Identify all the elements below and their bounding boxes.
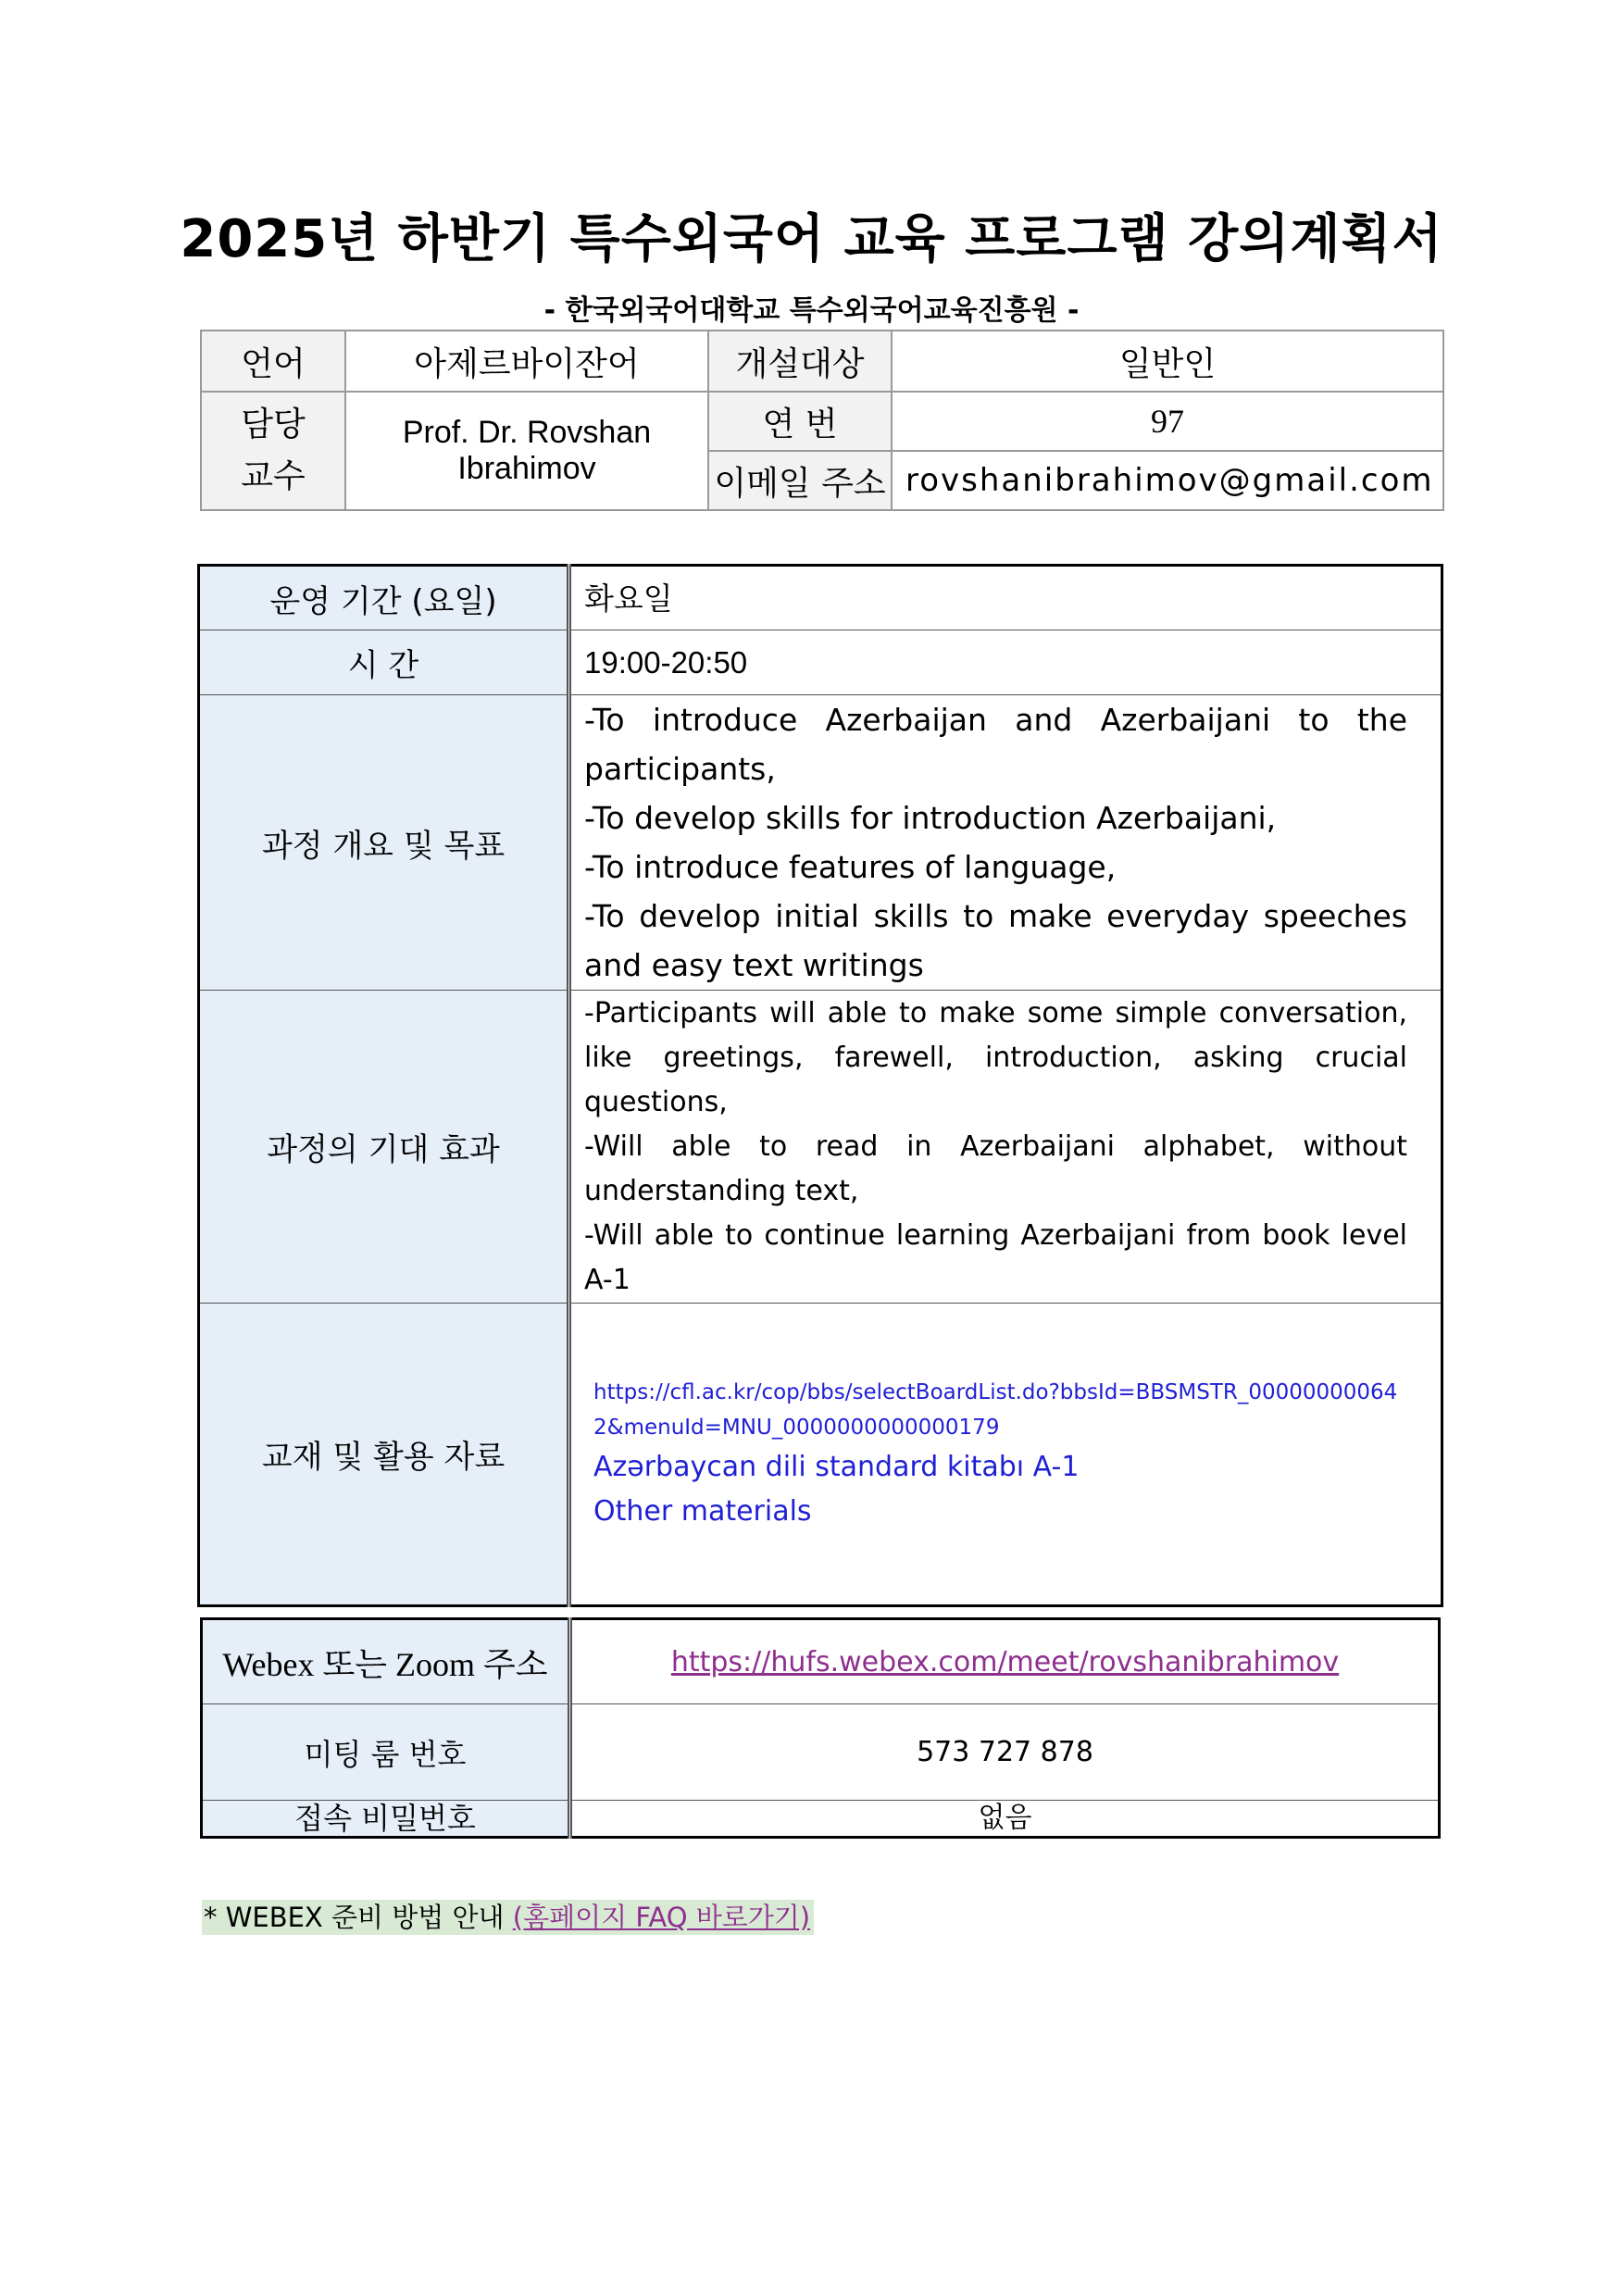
overview-line: -To develop skills for introduction Azerbaijani, (584, 800, 1277, 836)
period-label: 운영 기간 (요일) (199, 566, 569, 630)
password-value: 없음 (570, 1801, 1440, 1838)
info-table (200, 330, 1444, 511)
professor-label-line-1: 담당 (241, 406, 306, 443)
overview-line: -To introduce Azerbaijan and Azerbaijani to the participants, (584, 702, 1407, 787)
meeting-table (200, 1617, 1441, 1839)
effect-label: 과정의 기대 효과 (199, 991, 569, 1304)
webex-note-text: * WEBEX 준비 방법 안내 (204, 1902, 505, 1933)
language-value: 아제르바이잔어 (345, 331, 708, 392)
page-title: 2025년 하반기 특수외국어 교육 프로그램 강의계획서 (180, 209, 1443, 269)
number-label: 연 번 (708, 392, 892, 451)
professor-value: Prof. Dr. Rovshan Ibrahimov (345, 392, 708, 510)
effect-line: -Will able to continue learning Azerbaijani from book level A-1 (584, 1218, 1407, 1296)
overview-line: -To develop initial skills to make everyday speeches and easy text writings (584, 898, 1407, 983)
materials-other: Other materials (593, 1494, 812, 1528)
number-value: 97 (892, 392, 1443, 451)
webex-note (202, 1897, 814, 1935)
overview-value (569, 695, 1442, 991)
time-label: 시 간 (199, 630, 569, 695)
meeting-room-label: 미팅 룸 번호 (202, 1704, 570, 1801)
materials-url-link[interactable]: https://cfl.ac.kr/cop/bbs/selectBoardList.do?bbsId=BBSMSTR_000000000642&menuId=MNU_0000000000000179 (593, 1379, 1398, 1440)
period-value: 화요일 (569, 566, 1442, 630)
email-value: rovshanibrahimov@gmail.com (892, 451, 1443, 510)
materials-book: Azərbaycan dili standard kitabı A-1 (593, 1450, 1080, 1483)
professor-label (201, 392, 345, 510)
audience-label: 개설대상 (708, 331, 892, 392)
meeting-room-value: 573 727 878 (570, 1704, 1440, 1801)
webex-note-highlight (202, 1900, 814, 1935)
time-value: 19:00-20:50 (569, 630, 1442, 695)
language-label: 언어 (201, 331, 345, 392)
effect-value (569, 991, 1442, 1304)
overview-label: 과정 개요 및 목표 (199, 695, 569, 991)
course-table (197, 564, 1443, 1607)
professor-label-line-2: 교수 (241, 457, 306, 495)
effect-line: -Participants will able to make some simple conversation, like greetings, farewell, introduction, asking crucial questions, (584, 996, 1407, 1118)
password-label: 접속 비밀번호 (202, 1801, 570, 1838)
email-label: 이메일 주소 (708, 451, 892, 510)
page-subtitle: - 한국외국어대학교 특수외국어교육진흥원 - (543, 294, 1080, 327)
audience-value: 일반인 (892, 331, 1443, 392)
faq-link[interactable]: (홈페이지 FAQ 바로가기) (512, 1902, 811, 1933)
materials-label: 교재 및 활용 자료 (199, 1304, 569, 1606)
meeting-address-link[interactable]: https://hufs.webex.com/meet/rovshanibrahimov (570, 1619, 1440, 1704)
effect-line: -Will able to read in Azerbaijani alphabet, without understanding text, (584, 1129, 1407, 1207)
overview-line: -To introduce features of language, (584, 849, 1117, 885)
meeting-address-label: Webex 또는 Zoom 주소 (202, 1619, 570, 1704)
materials-value (569, 1304, 1442, 1606)
